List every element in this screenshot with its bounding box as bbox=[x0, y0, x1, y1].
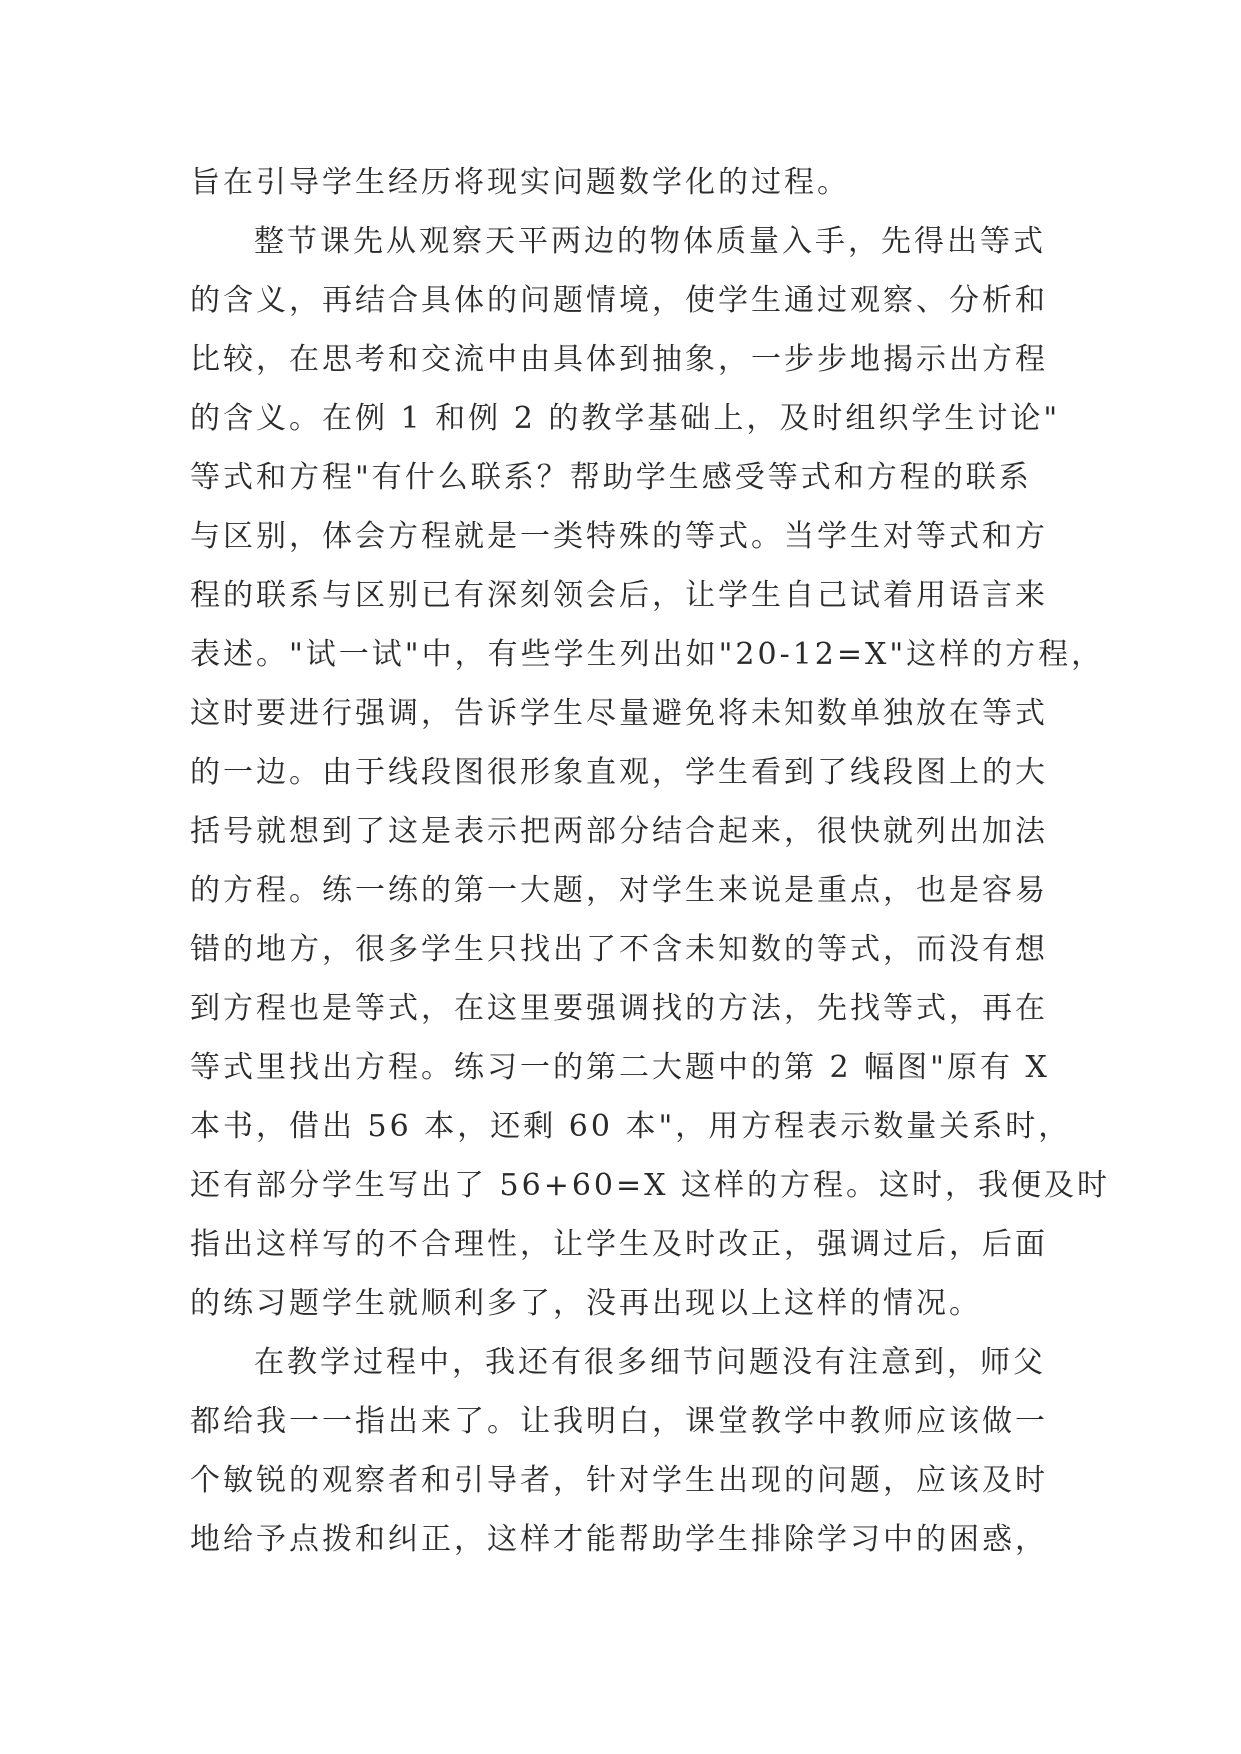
paragraph-start-line: 在教学过程中，我还有很多细节问题没有注意到，师父 bbox=[254, 1345, 1046, 1380]
text-line: 表述。"试一试"中，有些学生列出如"20-12=X"这样的方程， bbox=[190, 637, 1105, 672]
text-line: 错的地方，很多学生只找出了不含未知数的等式，而没有想 bbox=[190, 932, 1048, 967]
text-line: 还有部分学生写出了 56+60=X 这样的方程。这时，我便及时 bbox=[190, 1168, 1111, 1203]
text-line: 都给我一一指出来了。让我明白，课堂教学中教师应该做一 bbox=[190, 1404, 1048, 1439]
text-line: 地给予点拨和纠正，这样才能帮助学生排除学习中的困惑， bbox=[190, 1522, 1048, 1557]
paragraph-start-line: 整节课先从观察天平两边的物体质量入手，先得出等式 bbox=[254, 224, 1046, 259]
text-line: 的方程。练一练的第一大题，对学生来说是重点，也是容易 bbox=[190, 873, 1048, 908]
text-line: 旨在引导学生经历将现实问题数学化的过程。 bbox=[190, 165, 850, 200]
text-line: 程的联系与区别已有深刻领会后，让学生自己试着用语言来 bbox=[190, 578, 1048, 613]
text-line: 等式里找出方程。练习一的第二大题中的第 2 幅图"原有 X bbox=[190, 1050, 1050, 1085]
text-line: 的含义，再结合具体的问题情境，使学生通过观察、分析和 bbox=[190, 283, 1048, 318]
text-line: 的练习题学生就顺利多了，没再出现以上这样的情况。 bbox=[190, 1286, 982, 1321]
text-line: 括号就想到了这是表示把两部分结合起来，很快就列出加法 bbox=[190, 814, 1048, 849]
text-line: 等式和方程"有什么联系？帮助学生感受等式和方程的联系 bbox=[190, 460, 1032, 495]
text-line: 的含义。在例 1 和例 2 的教学基础上，及时组织学生讨论" bbox=[190, 401, 1061, 436]
document-body bbox=[190, 153, 1111, 1569]
text-line: 比较，在思考和交流中由具体到抽象，一步步地揭示出方程 bbox=[190, 342, 1048, 377]
text-line: 到方程也是等式，在这里要强调找的方法，先找等式，再在 bbox=[190, 991, 1048, 1026]
text-line: 个敏锐的观察者和引导者，针对学生出现的问题，应该及时 bbox=[190, 1463, 1048, 1498]
text-line: 指出这样写的不合理性，让学生及时改正，强调过后，后面 bbox=[190, 1227, 1048, 1262]
text-line: 与区别，体会方程就是一类特殊的等式。当学生对等式和方 bbox=[190, 519, 1048, 554]
text-line: 这时要进行强调，告诉学生尽量避免将未知数单独放在等式 bbox=[190, 696, 1048, 731]
text-line: 本书，借出 56 本，还剩 60 本"，用方程表示数量关系时， bbox=[190, 1109, 1072, 1144]
text-line: 的一边。由于线段图很形象直观，学生看到了线段图上的大 bbox=[190, 755, 1048, 790]
